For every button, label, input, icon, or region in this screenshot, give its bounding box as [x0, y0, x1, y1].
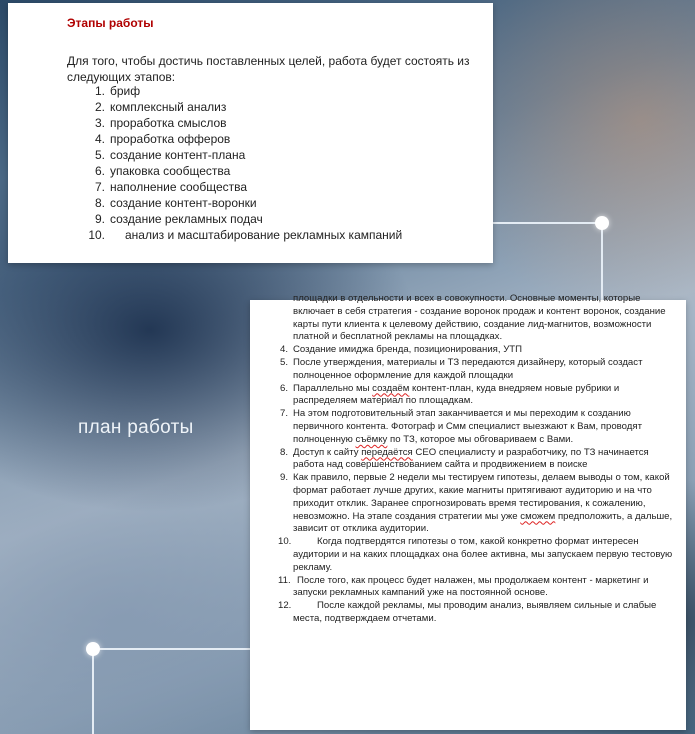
stage-text: бриф: [110, 84, 141, 98]
stage-number: 2.: [94, 100, 105, 114]
stage-item: [67, 195, 402, 211]
plan-item-text: После утверждения, материалы и ТЗ передаются дизайнеру, который создаст полноценное оформление для каждой площадки: [293, 356, 643, 381]
plan-item-text-end: СЕО специалисту и разработчику, по ТЗ начинается работа над совершенствованием сайта и продвижением в поиске: [293, 446, 649, 471]
stages-list: [67, 83, 402, 243]
stage-text: комплексный анализ: [110, 100, 227, 114]
connector-dot-top: [595, 216, 609, 230]
plan-item-number: 7.: [280, 408, 289, 420]
plan-item: [280, 357, 674, 383]
stage-item: [67, 179, 402, 195]
plan-item-text-start: На этом подготовительный этап заканчивается и мы переходим к созданию первичного контента. Фотограф и Смм специалист выезжают к Вам, проводят полноценную: [293, 408, 642, 445]
spellcheck-word: передаётся: [361, 446, 413, 458]
stage-number: 10.: [88, 228, 105, 242]
stage-number: 6.: [94, 164, 105, 178]
stage-text: создание контент-воронки: [110, 196, 257, 210]
stage-text: проработка офферов: [110, 132, 231, 146]
plan-item-text: После каждой рекламы, мы проводим анализ, выявляем сильные и слабые места, подтверждаем отчетами.: [293, 600, 657, 624]
stage-item: [67, 147, 402, 163]
connector-line-top: [601, 222, 603, 302]
plan-item-number: 6.: [280, 382, 289, 394]
plan-item-text: После того, как процесс будет налажен, мы продолжаем контент - маркетинг и запуски рекламных кампаний уже на постоянной основе.: [293, 574, 649, 599]
stage-number: 8.: [94, 196, 105, 210]
plan-item: [280, 600, 674, 626]
stage-item: [67, 115, 402, 131]
stage-text: упаковка сообщества: [110, 164, 231, 178]
connector-dot-bottom: [86, 642, 100, 656]
stage-text: создание контент-плана: [110, 148, 246, 162]
plan-item-text-start: Доступ к сайту: [293, 446, 362, 458]
plan-item-text-end: предположить, а дальше, зависит от отклика аудитории.: [293, 510, 673, 535]
plan-item-number: 9.: [280, 472, 289, 484]
stages-card: [8, 3, 493, 263]
plan-item: [280, 408, 674, 446]
continued-paragraph: площадки в отдельности и всех в совокупности. Основные моменты, которые включает в себя стратегия - создание воронок продаж и контент воронок, создание карты пути клиента к целевому действию, создание лид-магнитов, возможности платной и бесплатной рекламы на площадках.: [293, 293, 666, 343]
connector-line-bottom-vert: [92, 648, 94, 734]
plan-item-number: 8.: [280, 446, 289, 458]
plan-item-number: 11.: [278, 574, 291, 586]
plan-item-text-end: контент-план, куда внедряем новые рубрики и распределяем материал по площадкам.: [293, 382, 620, 407]
stage-item: [67, 211, 402, 227]
stage-number: 1.: [94, 84, 105, 98]
plan-item-text-start: Параллельно мы: [293, 382, 373, 394]
plan-item: [280, 383, 674, 409]
stage-number: 5.: [94, 148, 105, 162]
stage-text: проработка смыслов: [110, 116, 227, 130]
stage-number: 3.: [94, 116, 105, 130]
plan-details-card: [250, 293, 686, 730]
stage-number: 7.: [94, 180, 105, 194]
plan-item-text-start: Как правило, первые 2 недели мы тестируем гипотезы, делаем выводы о том, какой формат работает лучше других, какие магниты притягивают аудиторию и на что приходит отклик. Заранее спрогнозировать время тестирования, к сожалению, невозможно. На этапе создания стратегии мы уже: [293, 472, 670, 522]
plan-item-number: 5.: [280, 356, 289, 368]
spellcheck-word: съёмку: [355, 433, 388, 445]
plan-details-text: [280, 293, 674, 626]
section-label: план работы: [78, 417, 194, 438]
plan-item-number: 10.: [278, 536, 292, 548]
plan-item: [280, 536, 674, 574]
stage-item: [67, 131, 402, 147]
stage-number: 9.: [94, 212, 105, 226]
stage-item: [67, 163, 402, 179]
plan-item-text: Создание имиджа бренда, позиционирования, УТП: [293, 344, 523, 356]
plan-item: [280, 344, 674, 357]
connector-line-mid: [488, 222, 603, 224]
stages-intro: Для того, чтобы достичь поставленных целей, работа будет состоять из следующих этапов:: [67, 54, 470, 84]
plan-item-text: Когда подтвердятся гипотезы о том, какой конкретно формат интересен аудитории и на каких площадках она более активна, мы запускаем первую тестовую рекламу.: [293, 536, 673, 573]
stage-item: [67, 83, 402, 99]
stages-title: Этапы работы: [67, 16, 154, 30]
spellcheck-word: создаём: [372, 382, 410, 394]
plan-item-number: 4.: [280, 344, 289, 356]
plan-item-number: 12.: [278, 600, 292, 612]
stage-text: наполнение сообщества: [110, 180, 248, 194]
stage-text: создание рекламных подач: [110, 212, 263, 226]
stage-number: 4.: [94, 132, 105, 146]
stage-text: анализ и масштабирование рекламных кампаний: [125, 228, 403, 242]
plan-item: [280, 472, 674, 536]
plan-item-text-end: по ТЗ, которое мы обговариваем с Вами.: [387, 433, 574, 445]
spellcheck-word: сможем: [520, 510, 556, 522]
stage-item: [67, 227, 402, 243]
connector-line-bottom: [92, 648, 252, 650]
plan-item: [280, 575, 674, 601]
stage-item: [67, 99, 402, 115]
plan-item: [280, 447, 674, 473]
